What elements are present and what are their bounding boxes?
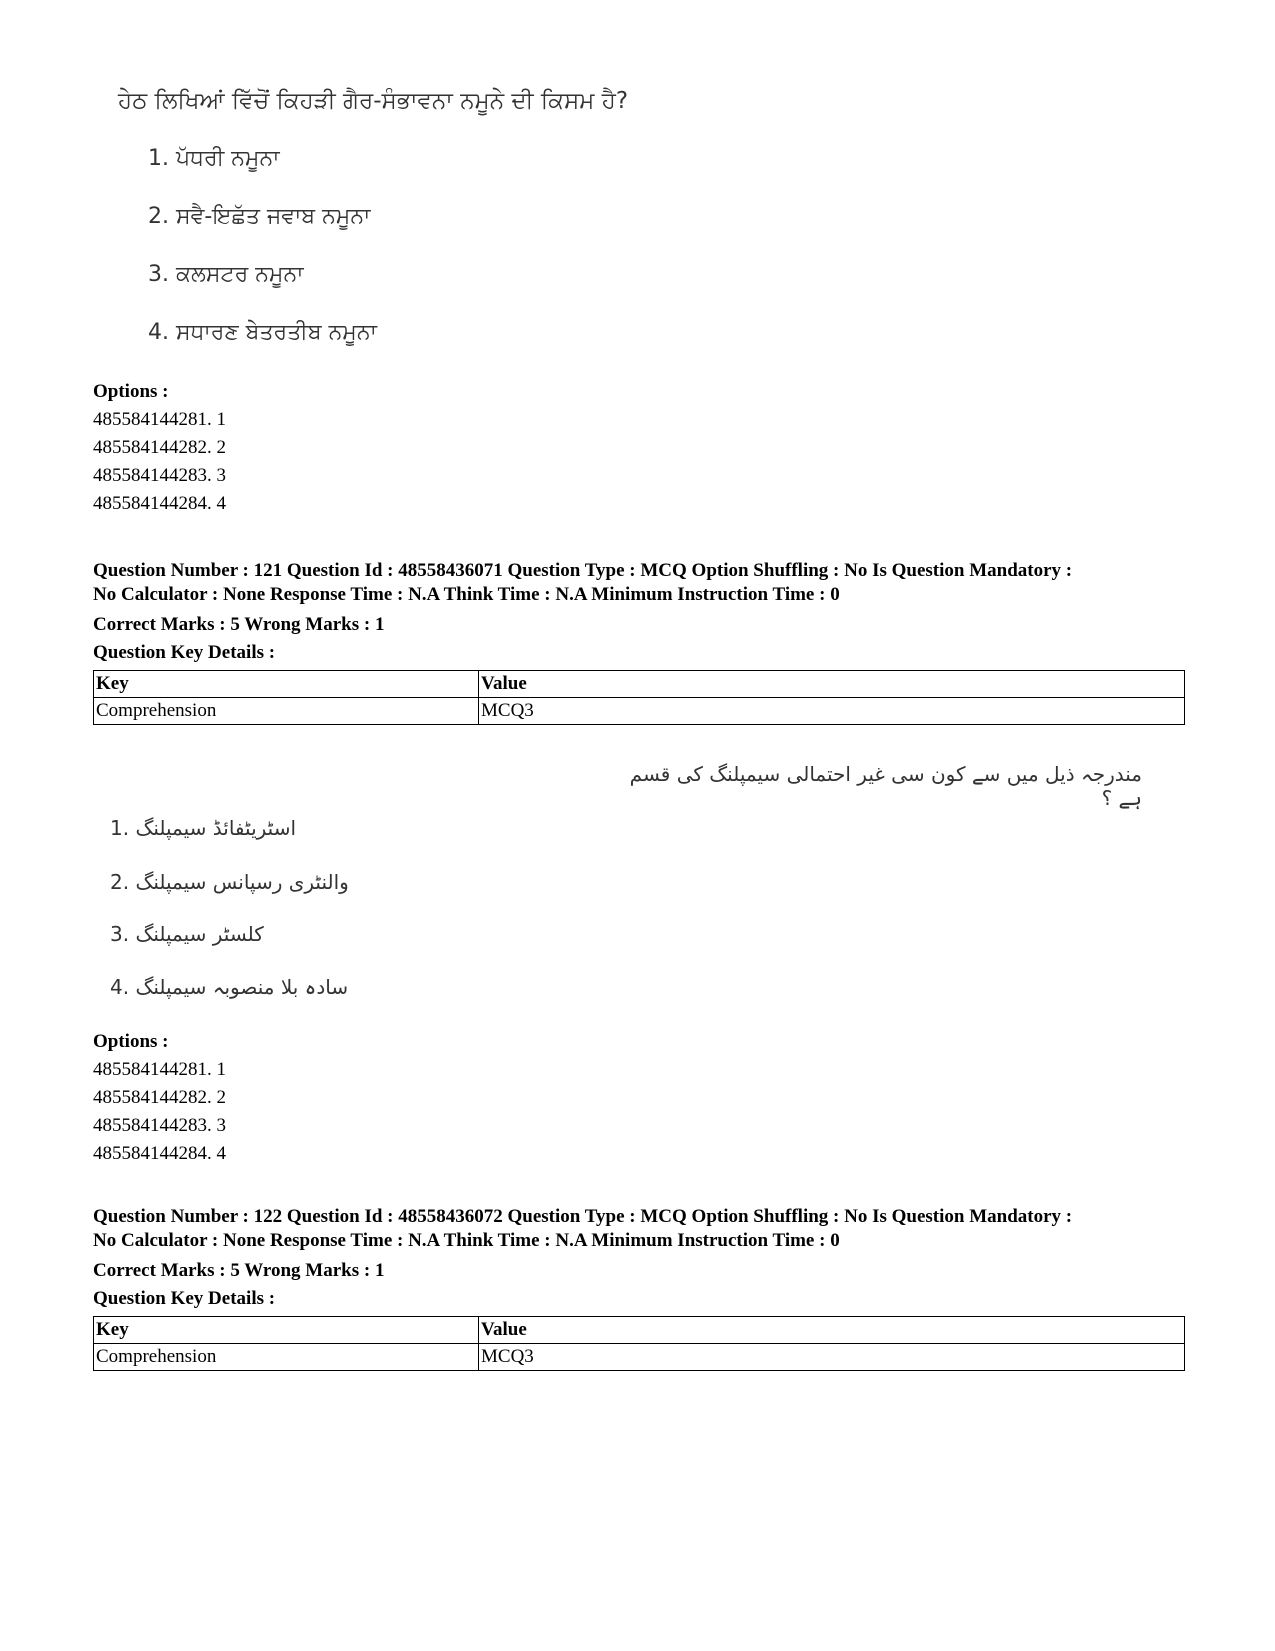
option-item: 485584144284. 4 xyxy=(93,493,226,514)
table-row xyxy=(94,1317,1185,1344)
table-header-value: Value xyxy=(479,1317,1185,1344)
table-cell-key: Comprehension xyxy=(94,1344,479,1371)
option-item: 485584144284. 4 xyxy=(93,1143,226,1164)
option-2: والنٹری رسپانس سیمپلنگ .2 xyxy=(110,870,349,894)
question-meta-line1: Question Number : 121 Question Id : 48558436071 Question Type : MCQ Option Shuffling : No Is Question Mandatory : xyxy=(93,560,1073,581)
question-121-header xyxy=(93,559,1072,667)
question-meta-line2: No Calculator : None Response Time : N.A Think Time : N.A Minimum Instruction Time : 0 xyxy=(93,584,840,605)
table-row xyxy=(94,698,1185,725)
table-cell-value: MCQ3 xyxy=(479,698,1185,725)
question-text: ਹੇਠ ਲਿਖਿਆਂ ਵਿੱਚੋਂ ਕਿਹੜੀ ਗੈਰ-ਸੰਭਾਵਨਾ ਨਮੂਨੇ ਦੀ ਕਿਸਮ ਹੈ? xyxy=(118,88,629,114)
option-item: 485584144281. 1 xyxy=(93,1059,226,1080)
options-label: Options : xyxy=(93,1031,169,1052)
option-item: 485584144282. 2 xyxy=(93,1087,226,1108)
marks: Correct Marks : 5 Wrong Marks : 1 xyxy=(93,1260,385,1281)
table-header-key: Key xyxy=(94,671,479,698)
question-120-options xyxy=(93,378,226,518)
option-4: سادہ بلا منصوبہ سیمپلنگ .4 xyxy=(110,975,349,999)
question-text: مندرجہ ذیل میں سے کون سی غیر احتمالی سیمپلنگ کی قسم ہے ؟ xyxy=(629,762,1142,810)
option-1: اسٹریٹفائڈ سیمپلنگ .1 xyxy=(110,816,297,840)
question-120-image xyxy=(0,0,1275,360)
question-meta-line1: Question Number : 122 Question Id : 48558436072 Question Type : MCQ Option Shuffling : No Is Question Mandatory : xyxy=(93,1206,1073,1227)
option-3: 3. ਕਲਸਟਰ ਨਮੂਨਾ xyxy=(148,262,304,287)
option-1: 1. ਪੱਧਰੀ ਨਮੂਨਾ xyxy=(148,146,280,171)
question-meta-line2: No Calculator : None Response Time : N.A Think Time : N.A Minimum Instruction Time : 0 xyxy=(93,1230,840,1251)
question-121-key-table xyxy=(93,670,1185,725)
question-122-key-table xyxy=(93,1316,1185,1371)
key-details-label: Question Key Details : xyxy=(93,1288,276,1309)
table-cell-value: MCQ3 xyxy=(479,1344,1185,1371)
option-4: 4. ਸਧਾਰਣ ਬੇਤਰਤੀਬ ਨਮੂਨਾ xyxy=(148,320,377,345)
options-label: Options : xyxy=(93,381,169,402)
table-row xyxy=(94,1344,1185,1371)
table-cell-key: Comprehension xyxy=(94,698,479,725)
question-121-image xyxy=(0,740,1275,1010)
key-details-label: Question Key Details : xyxy=(93,642,276,663)
marks: Correct Marks : 5 Wrong Marks : 1 xyxy=(93,614,385,635)
option-3: کلسٹر سیمپلنگ .3 xyxy=(110,922,264,946)
option-item: 485584144283. 3 xyxy=(93,1115,226,1136)
table-header-key: Key xyxy=(94,1317,479,1344)
option-item: 485584144281. 1 xyxy=(93,409,226,430)
table-header-value: Value xyxy=(479,671,1185,698)
option-item: 485584144282. 2 xyxy=(93,437,226,458)
option-2: 2. ਸਵੈ-ਇਛੱਤ ਜਵਾਬ ਨਮੂਨਾ xyxy=(148,204,371,229)
option-item: 485584144283. 3 xyxy=(93,465,226,486)
question-121-options xyxy=(93,1028,226,1168)
question-122-header xyxy=(93,1205,1072,1313)
table-row xyxy=(94,671,1185,698)
